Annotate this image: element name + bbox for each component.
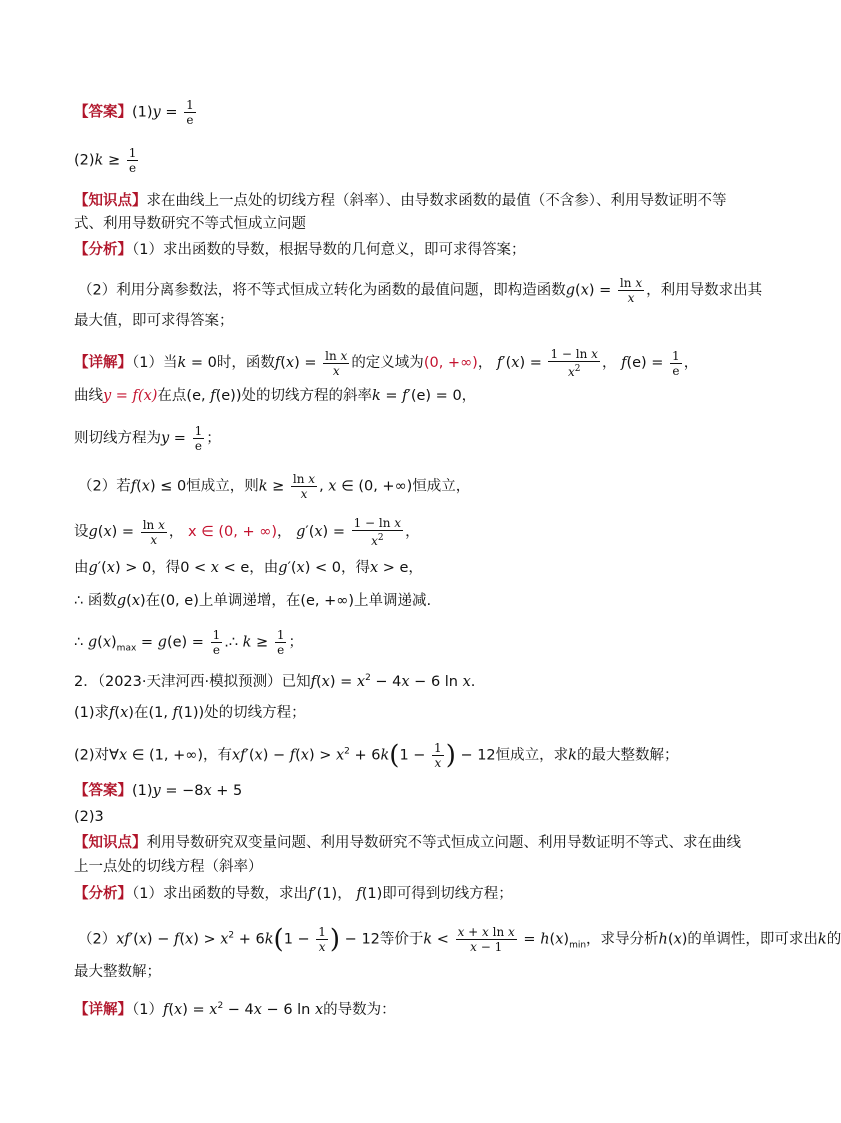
knowledge-tag: 【知识点】 [74,193,147,209]
answer-line-1: 【答案】(1)y = $\frac{1}{e}$ [74,98,194,127]
detail-line-6: 由g′(x) > 0，得0 < x < e，由g′(x) < 0，得x > e， [74,560,423,576]
detail-line-2: 曲线y = f(x)在点(e, f(e))处的切线方程的斜率k = f′(e) = 0， [74,388,477,404]
analysis-2-line-3: 最大整数解； [74,964,161,980]
question-2-part-1: (1)求f(x)在(1, f(1))处的切线方程； [74,705,306,721]
answer-2-line-1: 【答案】(1)y = −8x + 5 [74,783,243,799]
question-2-part-2: (2)对∀x ∈ (1, +∞)，有$xf'(x) - f(x) > x^2 + 6k(1$ − $\frac{1}{x}$ ) − 12恒成立，求k的最大整数解； [74,740,679,771]
answer-2-line-2: (2)3 [74,809,104,825]
answer-line-2: (2)k ≥ $\frac{1}{e}$ [74,146,137,175]
detail-line-7: ∴ 函数g(x)在(0, e)上单调递增，在(e, +∞)上单调递减. [74,593,432,609]
detail-line-8: ∴ $g(x)_{max} = g(e)$ = $\frac{1}{e}$ .∴ k ≥ $\frac{1}{e}$ ； [74,628,303,657]
analysis-tag: 【分析】 [74,242,132,258]
analysis-line-3: 最大值，即可求得答案； [74,313,234,329]
detail-2-line-1: 【详解】$(1)f(x) = x^2 - 4x - 6$ ln x的导数为： [74,1001,396,1018]
detail-line-1: 【详解】（1）当k = 0时，函数f(x) = $\frac{\text{ln x}}{x}$ 的定义域为(0, +∞)， f′(x) = $\frac{\text{1 − ln x}}{x^2}$ ， f(e) = $\frac{1}{e}$ ， [74,347,699,379]
analysis-line-2: （2）利用分离参数法，将不等式恒成立转化为函数的最值问题，即构造函数g(x) = $\frac{\text{ln x}}{x}$ ，利用导数求出其 [78,276,763,305]
question-2-stem: 2．（2023·天津河西·模拟预测）已知$f(x) = x^2 - 4x - 6$ ln x. [74,673,476,690]
knowledge-line-2: 式、利用导数研究不等式恒成立问题 [74,216,306,232]
analysis-2-line-1: 【分析】（1）求出函数的导数，求出f′(1)， f(1)即可得到切线方程； [74,886,513,902]
answer-tag: 【答案】 [74,104,132,121]
detail-tag: 【详解】 [74,355,132,371]
analysis-line-1: 【分析】（1）求出函数的导数，根据导数的几何意义，即可求得答案； [74,242,526,258]
knowledge-2-line-1: 【知识点】利用导数研究双变量问题、利用导数研究不等式恒成立问题、利用导数证明不等式、求在曲线 [74,835,741,851]
detail-line-4: （2）若f(x) ≤ 0恒成立，则k ≥ $\frac{\text{ln x}}{x}$ , x ∈ (0, +∞)恒成立， [78,472,471,501]
knowledge-line-1: 【知识点】求在曲线上一点处的切线方程（斜率）、由导数求函数的最值（不含参）、利用导数证明不等 [74,193,727,209]
detail-line-3: 则切线方程为y = $\frac{1}{e}$ ； [74,424,221,453]
knowledge-2-line-2: 上一点处的切线方程（斜率） [74,859,263,875]
detail-line-5: 设g(x) = $\frac{\text{ln x}}{x}$ ， x ∈ (0, + ∞)， g′(x) = $\frac{\text{1 − ln x}}{x^2}$ ， [74,516,420,548]
analysis-2-line-2: $(2)xf'(x) - f(x) > x^2 + 6k(1$ − $\frac{1}{x}$ ) − 12等价于k < $\frac{\text{x + x ln x}}{x - 1}$ = $h(x)_{min}$，求导分析h(x)的单调性，即可求出k的 [78,924,841,955]
